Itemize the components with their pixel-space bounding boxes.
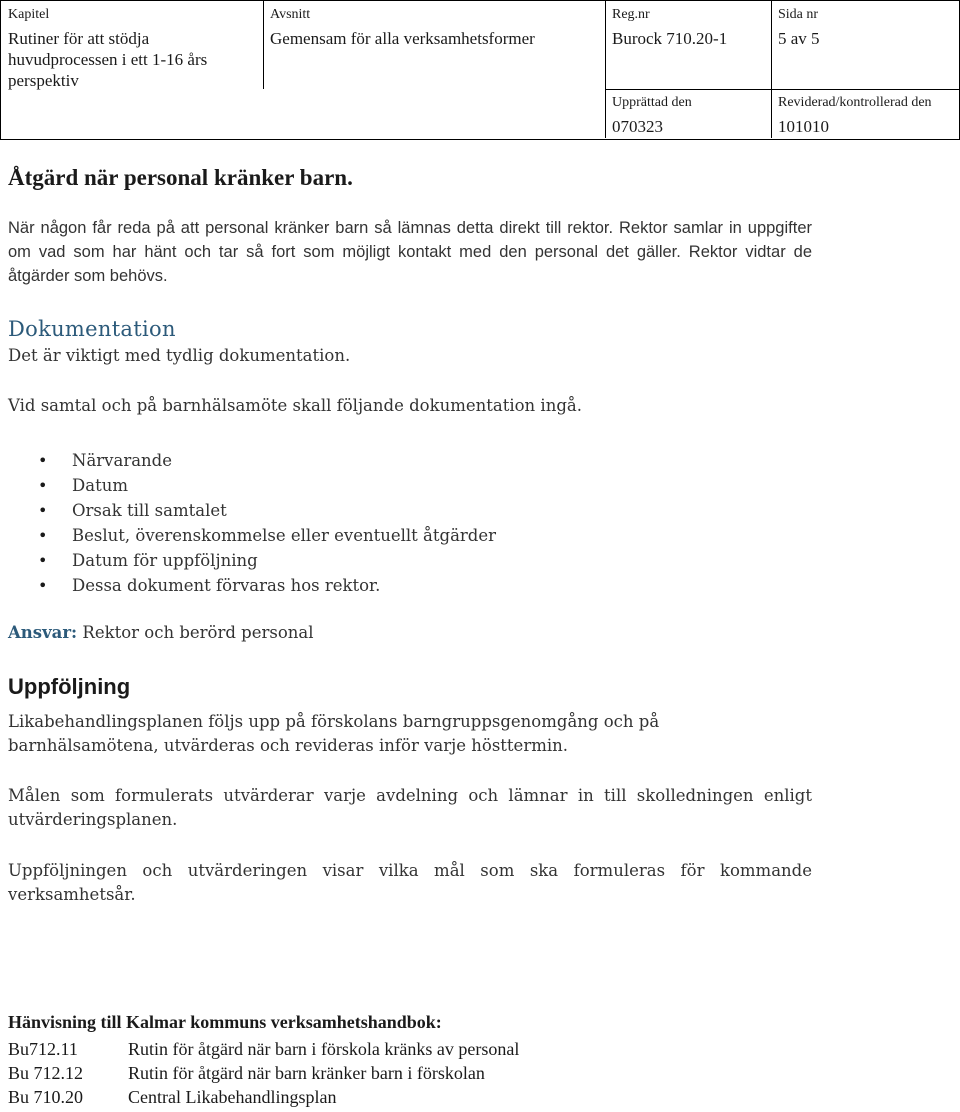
kapitel-line: huvudprocessen i ett 1-16 års: [8, 50, 208, 69]
intro-paragraph: När någon får reda på att personal kränker barn så lämnas detta direkt till rektor. Rektor samlar in uppgifter om vad som har hänt och tar så fort som möjligt kontakt med den personal det gäller. Rektor vidtar de åtgärder som behövs.: [8, 219, 812, 285]
avsnitt-value: Gemensam för alla verksamhetsformer: [270, 29, 535, 48]
regnr-label: Reg.nr: [612, 7, 650, 22]
reviderad-label: Reviderad/kontrollerad den: [778, 95, 932, 110]
header-divider: [605, 1, 606, 138]
list-item: • Datum: [0, 473, 496, 498]
reference-code: Bu712.11: [8, 1039, 78, 1059]
ansvar-value: Rektor och berörd personal: [77, 623, 314, 642]
upprattad-label: Upprättad den: [612, 95, 692, 110]
list-item: • Beslut, överenskommelse eller eventuellt åtgärder: [0, 523, 496, 548]
uppfoljning-paragraph-3: Uppföljningen och utvärderingen visar vilka mål som ska formuleras för kommande verksamhetsår.: [8, 861, 812, 904]
kapitel-value: [8, 28, 258, 91]
dokumentation-heading: Dokumentation: [8, 317, 176, 341]
list-item: • Datum för uppföljning: [0, 548, 496, 573]
reviderad-value: 101010: [778, 117, 829, 136]
document-header: [0, 0, 960, 140]
upprattad-value: 070323: [612, 117, 663, 136]
sida-label: Sida nr: [778, 7, 819, 22]
kapitel-line: perspektiv: [8, 71, 79, 90]
reference-text: Rutin för åtgärd när barn kränker barn i förskolan: [128, 1063, 485, 1083]
reference-code: Bu 710.20: [8, 1087, 84, 1107]
documentation-list: [0, 448, 496, 598]
uppfoljning-paragraph-2: Målen som formulerats utvärderar varje avdelning och lämnar in till skolledningen enligt utvärderingsplanen.: [8, 786, 812, 829]
sida-value: 5 av 5: [778, 29, 820, 48]
references-heading: Hänvisning till Kalmar kommuns verksamhetshandbok:: [8, 1012, 442, 1032]
list-item: • Orsak till samtalet: [0, 498, 496, 523]
reference-text: Rutin för åtgärd när barn i förskola kränks av personal: [128, 1039, 520, 1059]
page-title: Åtgärd när personal kränker barn.: [8, 165, 353, 190]
ansvar-line: [8, 623, 812, 642]
regnr-value: Burock 710.20-1: [612, 29, 728, 48]
uppfoljning-paragraph-1: Likabehandlingsplanen följs upp på förskolans barngruppsgenomgång och på barnhälsamötena, utvärderas och revideras inför varje hösttermin.: [8, 712, 660, 755]
vid-samtal-text: Vid samtal och på barnhälsamöte skall följande dokumentation ingå.: [8, 396, 582, 415]
uppfoljning-heading: Uppföljning: [8, 674, 131, 699]
dokumentation-text: Det är viktigt med tydlig dokumentation.: [8, 346, 351, 365]
header-divider: [605, 89, 959, 90]
reference-text: Central Likabehandlingsplan: [128, 1087, 337, 1107]
kapitel-line: Rutiner för att stödja: [8, 29, 150, 48]
list-item: • Dessa dokument förvaras hos rektor.: [0, 573, 496, 598]
reference-row: [8, 1037, 519, 1061]
ansvar-label: Ansvar:: [8, 623, 78, 642]
reference-code: Bu 712.12: [8, 1063, 84, 1083]
avsnitt-label: Avsnitt: [270, 7, 311, 22]
reference-row: [8, 1061, 485, 1085]
header-divider: [263, 1, 264, 89]
kapitel-label: Kapitel: [8, 7, 50, 22]
reference-row: [8, 1085, 336, 1109]
header-divider: [771, 1, 772, 138]
list-item: • Närvarande: [0, 448, 496, 473]
